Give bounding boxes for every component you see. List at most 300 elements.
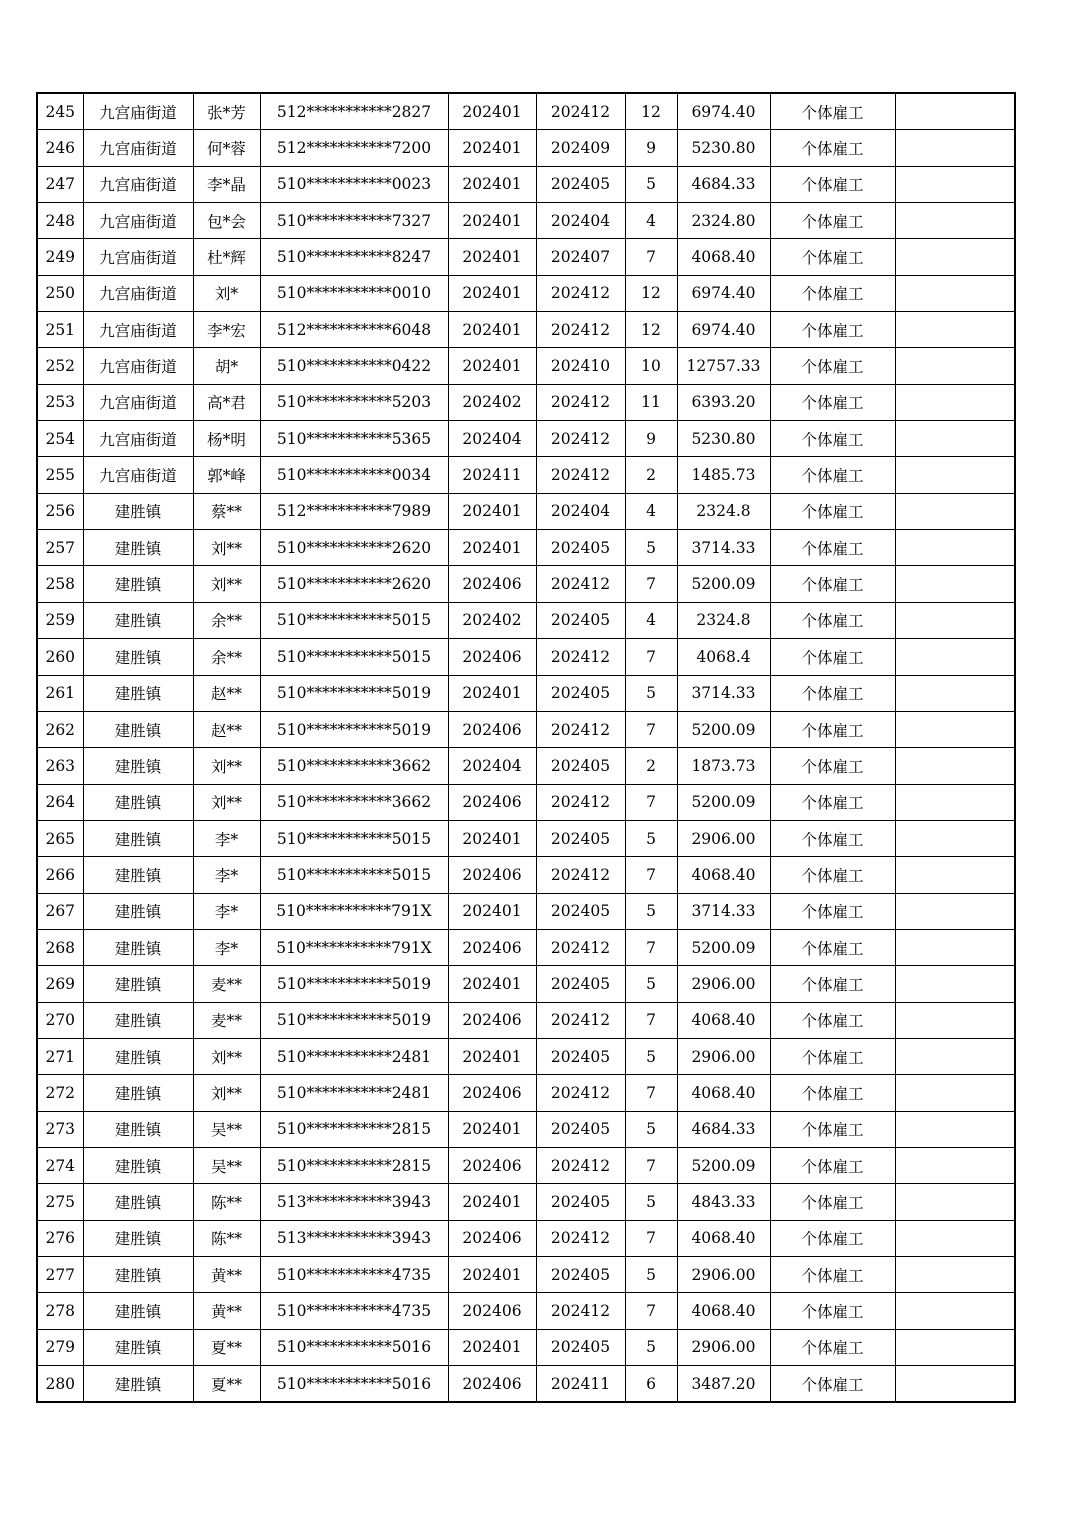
end-month-cell: 202405 (536, 1111, 625, 1147)
start-month-cell: 202401 (448, 493, 536, 529)
table-row (37, 421, 1015, 457)
id-number-cell: 512***********7989 (260, 493, 448, 529)
row-number-cell: 258 (37, 566, 83, 602)
id-number-cell: 510***********5203 (260, 384, 448, 420)
end-month-cell: 202405 (536, 602, 625, 638)
name-cell: 蔡** (193, 493, 260, 529)
months-cell: 5 (625, 1111, 677, 1147)
table-row (37, 1075, 1015, 1111)
start-month-cell: 202401 (448, 1329, 536, 1365)
street-cell: 九宫庙街道 (83, 203, 193, 239)
category-cell: 个体雇工 (770, 857, 895, 893)
end-month-cell: 202412 (536, 457, 625, 493)
remark-cell (895, 1257, 1015, 1293)
amount-cell: 12757.33 (677, 348, 770, 384)
name-cell: 刘** (193, 530, 260, 566)
row-number-cell: 263 (37, 748, 83, 784)
table-row (37, 639, 1015, 675)
start-month-cell: 202406 (448, 1147, 536, 1183)
amount-cell: 5200.09 (677, 929, 770, 965)
category-cell: 个体雇工 (770, 312, 895, 348)
remark-cell (895, 275, 1015, 311)
street-cell: 建胜镇 (83, 748, 193, 784)
months-cell: 9 (625, 130, 677, 166)
months-cell: 7 (625, 784, 677, 820)
id-number-cell: 510***********2620 (260, 566, 448, 602)
months-cell: 11 (625, 384, 677, 420)
months-cell: 12 (625, 312, 677, 348)
table-row (37, 275, 1015, 311)
remark-cell (895, 639, 1015, 675)
name-cell: 刘* (193, 275, 260, 311)
name-cell: 何*蓉 (193, 130, 260, 166)
months-cell: 5 (625, 1329, 677, 1365)
amount-cell: 4068.40 (677, 1293, 770, 1329)
remark-cell (895, 711, 1015, 747)
category-cell: 个体雇工 (770, 421, 895, 457)
remark-cell (895, 130, 1015, 166)
name-cell: 麦** (193, 1002, 260, 1038)
id-number-cell: 510***********5015 (260, 820, 448, 856)
end-month-cell: 202405 (536, 820, 625, 856)
end-month-cell: 202412 (536, 1002, 625, 1038)
street-cell: 九宫庙街道 (83, 457, 193, 493)
category-cell: 个体雇工 (770, 457, 895, 493)
name-cell: 陈** (193, 1220, 260, 1256)
row-number-cell: 247 (37, 166, 83, 202)
months-cell: 5 (625, 166, 677, 202)
start-month-cell: 202401 (448, 203, 536, 239)
name-cell: 李* (193, 929, 260, 965)
category-cell: 个体雇工 (770, 1293, 895, 1329)
start-month-cell: 202402 (448, 384, 536, 420)
remark-cell (895, 312, 1015, 348)
end-month-cell: 202412 (536, 93, 625, 130)
start-month-cell: 202401 (448, 675, 536, 711)
months-cell: 7 (625, 1220, 677, 1256)
remark-cell (895, 566, 1015, 602)
end-month-cell: 202405 (536, 748, 625, 784)
end-month-cell: 202412 (536, 1220, 625, 1256)
start-month-cell: 202401 (448, 239, 536, 275)
remark-cell (895, 1075, 1015, 1111)
name-cell: 赵** (193, 675, 260, 711)
months-cell: 4 (625, 493, 677, 529)
row-number-cell: 275 (37, 1184, 83, 1220)
row-number-cell: 248 (37, 203, 83, 239)
street-cell: 建胜镇 (83, 820, 193, 856)
id-number-cell: 510***********0034 (260, 457, 448, 493)
category-cell: 个体雇工 (770, 493, 895, 529)
row-number-cell: 261 (37, 675, 83, 711)
name-cell: 赵** (193, 711, 260, 747)
street-cell: 建胜镇 (83, 566, 193, 602)
row-number-cell: 259 (37, 602, 83, 638)
start-month-cell: 202401 (448, 530, 536, 566)
table-row (37, 784, 1015, 820)
name-cell: 麦** (193, 966, 260, 1002)
id-number-cell: 510***********5015 (260, 639, 448, 675)
street-cell: 九宫庙街道 (83, 348, 193, 384)
id-number-cell: 510***********5019 (260, 711, 448, 747)
months-cell: 5 (625, 530, 677, 566)
table-row (37, 1329, 1015, 1365)
start-month-cell: 202401 (448, 1184, 536, 1220)
remark-cell (895, 1038, 1015, 1074)
amount-cell: 4068.40 (677, 239, 770, 275)
category-cell: 个体雇工 (770, 166, 895, 202)
months-cell: 7 (625, 1147, 677, 1183)
amount-cell: 5200.09 (677, 1147, 770, 1183)
table-row (37, 1366, 1015, 1403)
row-number-cell: 254 (37, 421, 83, 457)
start-month-cell: 202404 (448, 421, 536, 457)
category-cell: 个体雇工 (770, 93, 895, 130)
category-cell: 个体雇工 (770, 1111, 895, 1147)
end-month-cell: 202412 (536, 1293, 625, 1329)
start-month-cell: 202401 (448, 966, 536, 1002)
months-cell: 4 (625, 203, 677, 239)
street-cell: 建胜镇 (83, 675, 193, 711)
name-cell: 杜*辉 (193, 239, 260, 275)
category-cell: 个体雇工 (770, 1220, 895, 1256)
category-cell: 个体雇工 (770, 675, 895, 711)
row-number-cell: 268 (37, 929, 83, 965)
category-cell: 个体雇工 (770, 275, 895, 311)
table-row (37, 530, 1015, 566)
end-month-cell: 202412 (536, 784, 625, 820)
end-month-cell: 202405 (536, 675, 625, 711)
id-number-cell: 510***********5016 (260, 1366, 448, 1403)
id-number-cell: 510***********2815 (260, 1147, 448, 1183)
id-number-cell: 510***********3662 (260, 784, 448, 820)
start-month-cell: 202406 (448, 784, 536, 820)
id-number-cell: 510***********0010 (260, 275, 448, 311)
end-month-cell: 202409 (536, 130, 625, 166)
row-number-cell: 252 (37, 348, 83, 384)
name-cell: 李*宏 (193, 312, 260, 348)
remark-cell (895, 929, 1015, 965)
table-row (37, 1220, 1015, 1256)
months-cell: 9 (625, 421, 677, 457)
months-cell: 5 (625, 966, 677, 1002)
row-number-cell: 253 (37, 384, 83, 420)
street-cell: 建胜镇 (83, 1366, 193, 1403)
remark-cell (895, 748, 1015, 784)
street-cell: 九宫庙街道 (83, 166, 193, 202)
remark-cell (895, 457, 1015, 493)
name-cell: 李* (193, 893, 260, 929)
table-row (37, 1111, 1015, 1147)
table-row (37, 130, 1015, 166)
street-cell: 九宫庙街道 (83, 384, 193, 420)
end-month-cell: 202405 (536, 893, 625, 929)
months-cell: 7 (625, 639, 677, 675)
street-cell: 建胜镇 (83, 711, 193, 747)
id-number-cell: 510***********2481 (260, 1075, 448, 1111)
remark-cell (895, 966, 1015, 1002)
table-row (37, 675, 1015, 711)
table-row (37, 203, 1015, 239)
amount-cell: 2324.8 (677, 602, 770, 638)
remark-cell (895, 893, 1015, 929)
row-number-cell: 277 (37, 1257, 83, 1293)
row-number-cell: 246 (37, 130, 83, 166)
name-cell: 余** (193, 602, 260, 638)
amount-cell: 1485.73 (677, 457, 770, 493)
amount-cell: 5200.09 (677, 711, 770, 747)
street-cell: 建胜镇 (83, 602, 193, 638)
street-cell: 建胜镇 (83, 530, 193, 566)
amount-cell: 5230.80 (677, 130, 770, 166)
start-month-cell: 202406 (448, 566, 536, 602)
table-row (37, 312, 1015, 348)
street-cell: 九宫庙街道 (83, 93, 193, 130)
category-cell: 个体雇工 (770, 203, 895, 239)
end-month-cell: 202407 (536, 239, 625, 275)
remark-cell (895, 166, 1015, 202)
row-number-cell: 250 (37, 275, 83, 311)
amount-cell: 2906.00 (677, 966, 770, 1002)
remark-cell (895, 530, 1015, 566)
category-cell: 个体雇工 (770, 602, 895, 638)
remark-cell (895, 784, 1015, 820)
street-cell: 建胜镇 (83, 893, 193, 929)
row-number-cell: 264 (37, 784, 83, 820)
row-number-cell: 279 (37, 1329, 83, 1365)
months-cell: 5 (625, 820, 677, 856)
amount-cell: 4068.4 (677, 639, 770, 675)
end-month-cell: 202412 (536, 566, 625, 602)
table-row (37, 1184, 1015, 1220)
end-month-cell: 202412 (536, 312, 625, 348)
name-cell: 郭*峰 (193, 457, 260, 493)
category-cell: 个体雇工 (770, 711, 895, 747)
street-cell: 建胜镇 (83, 966, 193, 1002)
id-number-cell: 510***********4735 (260, 1257, 448, 1293)
id-number-cell: 510***********2620 (260, 530, 448, 566)
amount-cell: 5230.80 (677, 421, 770, 457)
table-body (37, 93, 1015, 1402)
street-cell: 建胜镇 (83, 493, 193, 529)
remark-cell (895, 1329, 1015, 1365)
table-row (37, 857, 1015, 893)
remark-cell (895, 1366, 1015, 1403)
street-cell: 九宫庙街道 (83, 312, 193, 348)
remark-cell (895, 348, 1015, 384)
end-month-cell: 202405 (536, 166, 625, 202)
remark-cell (895, 1184, 1015, 1220)
category-cell: 个体雇工 (770, 1147, 895, 1183)
name-cell: 吴** (193, 1147, 260, 1183)
remark-cell (895, 1293, 1015, 1329)
id-number-cell: 512***********7200 (260, 130, 448, 166)
remark-cell (895, 239, 1015, 275)
name-cell: 刘** (193, 1038, 260, 1074)
end-month-cell: 202412 (536, 711, 625, 747)
start-month-cell: 202401 (448, 348, 536, 384)
remark-cell (895, 493, 1015, 529)
id-number-cell: 510***********2481 (260, 1038, 448, 1074)
id-number-cell: 513***********3943 (260, 1184, 448, 1220)
months-cell: 7 (625, 566, 677, 602)
id-number-cell: 513***********3943 (260, 1220, 448, 1256)
end-month-cell: 202412 (536, 421, 625, 457)
name-cell: 陈** (193, 1184, 260, 1220)
end-month-cell: 202405 (536, 1038, 625, 1074)
row-number-cell: 272 (37, 1075, 83, 1111)
row-number-cell: 280 (37, 1366, 83, 1403)
table-row (37, 348, 1015, 384)
amount-cell: 3714.33 (677, 893, 770, 929)
start-month-cell: 202401 (448, 275, 536, 311)
start-month-cell: 202404 (448, 748, 536, 784)
row-number-cell: 245 (37, 93, 83, 130)
name-cell: 李* (193, 820, 260, 856)
category-cell: 个体雇工 (770, 929, 895, 965)
start-month-cell: 202401 (448, 312, 536, 348)
start-month-cell: 202401 (448, 166, 536, 202)
id-number-cell: 510***********7327 (260, 203, 448, 239)
months-cell: 2 (625, 748, 677, 784)
amount-cell: 4068.40 (677, 857, 770, 893)
start-month-cell: 202401 (448, 1038, 536, 1074)
table-row (37, 1038, 1015, 1074)
amount-cell: 1873.73 (677, 748, 770, 784)
id-number-cell: 510***********0422 (260, 348, 448, 384)
start-month-cell: 202401 (448, 1257, 536, 1293)
category-cell: 个体雇工 (770, 820, 895, 856)
amount-cell: 4068.40 (677, 1220, 770, 1256)
category-cell: 个体雇工 (770, 239, 895, 275)
remark-cell (895, 1147, 1015, 1183)
start-month-cell: 202406 (448, 1002, 536, 1038)
category-cell: 个体雇工 (770, 748, 895, 784)
end-month-cell: 202412 (536, 384, 625, 420)
amount-cell: 6974.40 (677, 312, 770, 348)
id-number-cell: 510***********5015 (260, 602, 448, 638)
row-number-cell: 257 (37, 530, 83, 566)
start-month-cell: 202406 (448, 639, 536, 675)
months-cell: 7 (625, 857, 677, 893)
months-cell: 2 (625, 457, 677, 493)
remark-cell (895, 675, 1015, 711)
months-cell: 7 (625, 1075, 677, 1111)
id-number-cell: 510***********5019 (260, 675, 448, 711)
category-cell: 个体雇工 (770, 566, 895, 602)
start-month-cell: 202406 (448, 1366, 536, 1403)
name-cell: 刘** (193, 566, 260, 602)
months-cell: 5 (625, 893, 677, 929)
category-cell: 个体雇工 (770, 530, 895, 566)
name-cell: 包*会 (193, 203, 260, 239)
row-number-cell: 278 (37, 1293, 83, 1329)
months-cell: 5 (625, 675, 677, 711)
row-number-cell: 274 (37, 1147, 83, 1183)
table-row (37, 820, 1015, 856)
name-cell: 李*晶 (193, 166, 260, 202)
end-month-cell: 202405 (536, 530, 625, 566)
start-month-cell: 202401 (448, 820, 536, 856)
amount-cell: 3714.33 (677, 675, 770, 711)
id-number-cell: 510***********791X (260, 893, 448, 929)
street-cell: 建胜镇 (83, 639, 193, 675)
table-row (37, 711, 1015, 747)
amount-cell: 4684.33 (677, 1111, 770, 1147)
street-cell: 建胜镇 (83, 784, 193, 820)
name-cell: 吴** (193, 1111, 260, 1147)
street-cell: 建胜镇 (83, 1075, 193, 1111)
start-month-cell: 202406 (448, 1293, 536, 1329)
end-month-cell: 202405 (536, 1257, 625, 1293)
id-number-cell: 510***********8247 (260, 239, 448, 275)
amount-cell: 2906.00 (677, 1257, 770, 1293)
row-number-cell: 266 (37, 857, 83, 893)
table-row (37, 493, 1015, 529)
street-cell: 建胜镇 (83, 1038, 193, 1074)
end-month-cell: 202410 (536, 348, 625, 384)
months-cell: 5 (625, 1038, 677, 1074)
category-cell: 个体雇工 (770, 639, 895, 675)
start-month-cell: 202406 (448, 857, 536, 893)
end-month-cell: 202405 (536, 966, 625, 1002)
name-cell: 胡* (193, 348, 260, 384)
table-row (37, 1147, 1015, 1183)
months-cell: 7 (625, 929, 677, 965)
street-cell: 九宫庙街道 (83, 275, 193, 311)
category-cell: 个体雇工 (770, 384, 895, 420)
table-row (37, 748, 1015, 784)
name-cell: 夏** (193, 1329, 260, 1365)
street-cell: 九宫庙街道 (83, 239, 193, 275)
id-number-cell: 512***********2827 (260, 93, 448, 130)
amount-cell: 6974.40 (677, 93, 770, 130)
remark-cell (895, 1111, 1015, 1147)
row-number-cell: 265 (37, 820, 83, 856)
category-cell: 个体雇工 (770, 1184, 895, 1220)
category-cell: 个体雇工 (770, 1038, 895, 1074)
row-number-cell: 273 (37, 1111, 83, 1147)
months-cell: 4 (625, 602, 677, 638)
row-number-cell: 270 (37, 1002, 83, 1038)
row-number-cell: 249 (37, 239, 83, 275)
street-cell: 建胜镇 (83, 1147, 193, 1183)
id-number-cell: 510***********4735 (260, 1293, 448, 1329)
months-cell: 10 (625, 348, 677, 384)
table-row (37, 966, 1015, 1002)
end-month-cell: 202412 (536, 275, 625, 311)
start-month-cell: 202402 (448, 602, 536, 638)
name-cell: 张*芳 (193, 93, 260, 130)
end-month-cell: 202404 (536, 203, 625, 239)
street-cell: 建胜镇 (83, 1220, 193, 1256)
remark-cell (895, 384, 1015, 420)
id-number-cell: 510***********5015 (260, 857, 448, 893)
name-cell: 李* (193, 857, 260, 893)
amount-cell: 2324.80 (677, 203, 770, 239)
table-row (37, 457, 1015, 493)
start-month-cell: 202401 (448, 93, 536, 130)
table-row (37, 384, 1015, 420)
category-cell: 个体雇工 (770, 966, 895, 1002)
id-number-cell: 510***********5016 (260, 1329, 448, 1365)
start-month-cell: 202411 (448, 457, 536, 493)
id-number-cell: 510***********5019 (260, 1002, 448, 1038)
row-number-cell: 262 (37, 711, 83, 747)
end-month-cell: 202405 (536, 1184, 625, 1220)
end-month-cell: 202412 (536, 929, 625, 965)
amount-cell: 6393.20 (677, 384, 770, 420)
